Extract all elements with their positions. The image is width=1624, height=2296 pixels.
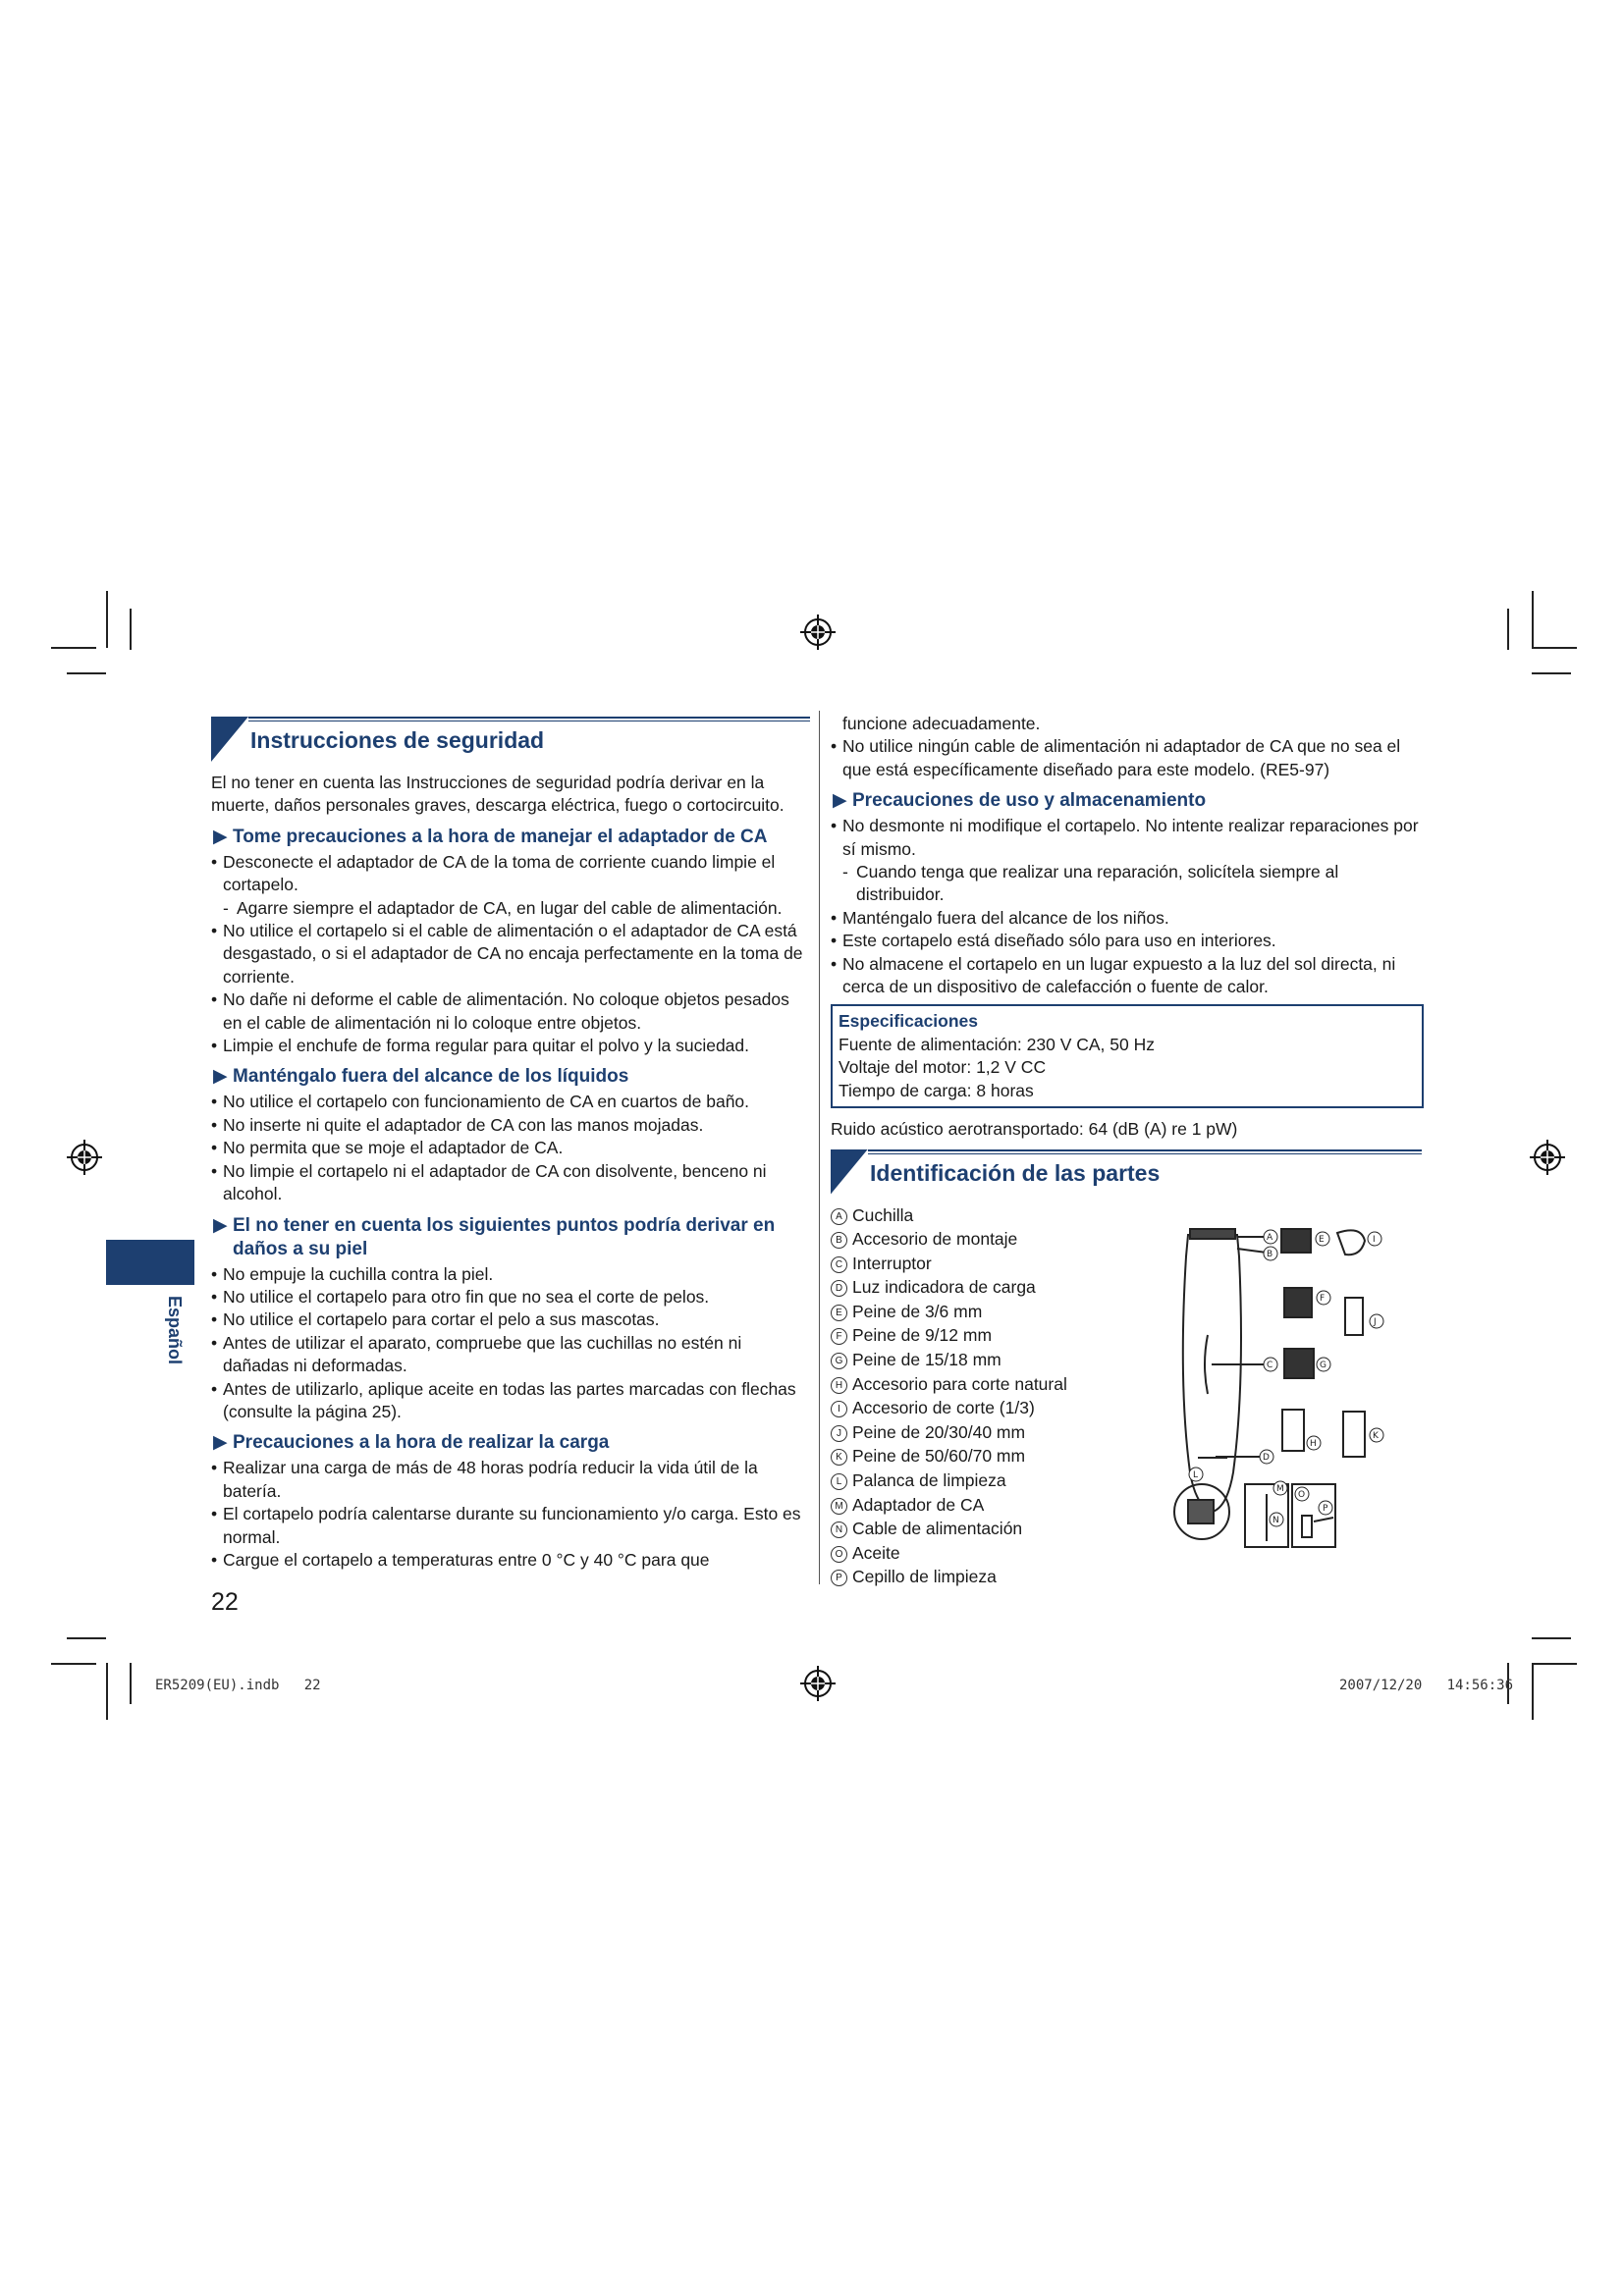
part-item: F Peine de 9/12 mm	[831, 1324, 1164, 1349]
bullet-item: • No limpie el cortapelo ni el adaptador de CA con disolvente, benceno ni alcohol.	[211, 1160, 810, 1206]
registration-mark-icon	[800, 1666, 836, 1701]
part-item: C Interruptor	[831, 1253, 1164, 1277]
use-storage-heading: ▶ Precauciones de uso y almacenamiento	[833, 790, 1207, 812]
bullet-item: • No inserte ni quite el adaptador de CA con las manos mojadas.	[211, 1114, 810, 1137]
part-item: O Aceite	[831, 1542, 1164, 1567]
arrow-icon: ▶	[833, 790, 847, 812]
part-letter-badge: O	[831, 1546, 847, 1563]
arrow-icon: ▶	[213, 826, 228, 847]
section-heading: ▶ Tome precauciones a la hora de manejar el adaptador de CA	[213, 826, 768, 847]
safety-title: Instrucciones de seguridad	[250, 727, 545, 753]
crop-mark	[67, 1637, 106, 1639]
crop-mark	[1532, 672, 1571, 674]
crop-mark	[1507, 609, 1509, 650]
specifications-title: Especificaciones	[839, 1011, 979, 1032]
use-storage-list	[831, 815, 1422, 998]
bullet-item: • Este cortapelo está diseñado sólo para uso en interiores.	[831, 930, 1422, 952]
parts-diagram-icon	[1168, 1227, 1424, 1551]
bullet-item: • No empuje la cuchilla contra la piel.	[211, 1263, 810, 1286]
crop-mark	[130, 1663, 132, 1704]
section-list	[211, 1091, 810, 1205]
arrow-icon: ▶	[213, 1066, 228, 1088]
section-heading: ▶ Precauciones a la hora de realizar la carga	[213, 1432, 610, 1454]
bullet-item: • No dañe ni deforme el cable de alimentación. No coloque objetos pesados en el cable de alimentación ni lo coloque entre objetos.	[211, 988, 810, 1035]
part-item: G Peine de 15/18 mm	[831, 1349, 1164, 1373]
section-list	[211, 851, 810, 1058]
part-letter-badge: P	[831, 1570, 847, 1586]
part-item: B Accesorio de montaje	[831, 1228, 1164, 1253]
part-item: M Adaptador de CA	[831, 1494, 1164, 1519]
bullet-item: • Desconecte el adaptador de CA de la toma de corriente cuando limpie el cortapelo.	[211, 851, 810, 897]
section-heading: ▶ El no tener en cuenta los siguientes puntos podría derivar en daños a su piel	[213, 1214, 776, 1259]
safety-sections	[211, 826, 810, 1573]
svg-text:I: I	[1373, 1235, 1376, 1245]
spec-line: Voltaje del motor: 1,2 V CC	[839, 1057, 1047, 1078]
parts-header	[831, 1148, 1422, 1197]
specifications-lines	[839, 1034, 1416, 1102]
part-item: A Cuchilla	[831, 1204, 1164, 1229]
svg-text:F: F	[1320, 1294, 1326, 1304]
dash-item: - Agarre siempre el adaptador de CA, en lugar del cable de alimentación.	[223, 897, 783, 918]
svg-text:P: P	[1323, 1504, 1328, 1514]
dash-item: - Cuando tenga que realizar una reparación, solicítela siempre al distribuidor.	[842, 862, 1339, 905]
crop-mark	[1532, 647, 1577, 649]
svg-text:H: H	[1310, 1439, 1317, 1449]
spec-line: Fuente de alimentación: 230 V CA, 50 Hz	[839, 1034, 1155, 1054]
header-triangle-icon	[831, 1149, 868, 1195]
part-letter-badge: D	[831, 1280, 847, 1297]
continuation-list	[831, 735, 1422, 781]
crop-mark	[1532, 1637, 1571, 1639]
section-heading: ▶ Manténgalo fuera del alcance de los líquidos	[213, 1066, 629, 1088]
header-triangle-icon	[211, 717, 248, 762]
crop-mark	[1532, 1663, 1534, 1720]
svg-text:J: J	[1374, 1317, 1377, 1327]
svg-text:A: A	[1267, 1233, 1273, 1243]
crop-mark	[106, 1663, 108, 1720]
bullet-item: • El cortapelo podría calentarse durante su funcionamiento y/o carga. Esto es normal.	[211, 1503, 810, 1549]
part-letter-badge: K	[831, 1449, 847, 1466]
arrow-icon: ▶	[213, 1214, 228, 1236]
part-letter-badge: E	[831, 1305, 847, 1321]
part-item: L Palanca de limpieza	[831, 1469, 1164, 1494]
crop-mark	[106, 591, 108, 648]
parts-title: Identificación de las partes	[870, 1159, 1161, 1186]
continuation-text: funcione adecuadamente.	[842, 714, 1041, 733]
specifications-box	[831, 1004, 1424, 1108]
registration-mark-icon	[1530, 1140, 1565, 1175]
bullet-item: • Realizar una carga de más de 48 horas podría reducir la vida útil de la batería.	[211, 1457, 810, 1503]
part-item: K Peine de 50/60/70 mm	[831, 1445, 1164, 1469]
bullet-item: • No permita que se moje el adaptador de CA.	[211, 1137, 810, 1159]
part-letter-badge: G	[831, 1353, 847, 1369]
spec-line: Tiempo de carga: 8 horas	[839, 1080, 1034, 1100]
bullet-item: • No desmonte ni modifique el cortapelo. No intente realizar reparaciones por sí mismo.	[831, 815, 1422, 861]
svg-text:C: C	[1267, 1361, 1273, 1370]
part-letter-badge: H	[831, 1377, 847, 1394]
column-divider	[819, 711, 820, 1584]
crop-mark	[51, 1663, 96, 1665]
language-tab	[106, 1240, 194, 1285]
part-item: J Peine de 20/30/40 mm	[831, 1421, 1164, 1446]
bullet-item: • Limpie el enchufe de forma regular para quitar el polvo y la suciedad.	[211, 1035, 810, 1057]
bullet-item: • Antes de utilizar el aparato, compruebe que las cuchillas no estén ni dañadas ni deformadas.	[211, 1332, 810, 1378]
part-letter-badge: M	[831, 1498, 847, 1515]
crop-mark	[130, 609, 132, 650]
bullet-item: • No utilice el cortapelo si el cable de alimentación o el adaptador de CA está desgastado, o si el adaptador de CA no encaja perfectamente en la toma de corriente.	[211, 920, 810, 988]
part-letter-badge: L	[831, 1473, 847, 1490]
registration-mark-icon	[800, 614, 836, 650]
bullet-item: • Antes de utilizarlo, aplique aceite en todas las partes marcadas con flechas (consulte la página 25).	[211, 1378, 810, 1424]
crop-mark	[67, 672, 106, 674]
bullet-item: • No utilice el cortapelo para otro fin que no sea el corte de pelos.	[211, 1286, 810, 1308]
arrow-icon: ▶	[213, 1432, 228, 1454]
svg-text:B: B	[1267, 1250, 1273, 1259]
svg-text:M: M	[1276, 1484, 1284, 1494]
part-item: E Peine de 3/6 mm	[831, 1301, 1164, 1325]
page-number: 22	[211, 1588, 239, 1616]
safety-intro: El no tener en cuenta las Instrucciones de seguridad podría derivar en la muerte, daños personales graves, descarga eléctrica, fuego o cortocircuito.	[211, 773, 785, 816]
part-letter-badge: N	[831, 1522, 847, 1538]
svg-text:N: N	[1272, 1516, 1279, 1525]
bullet-item: • Manténgalo fuera del alcance de los niños.	[831, 907, 1422, 930]
part-item: I Accesorio de corte (1/3)	[831, 1397, 1164, 1421]
bullet-item: • No utilice ningún cable de alimentación ni adaptador de CA que no sea el que está específicamente diseñado para este modelo. (RE5-97)	[831, 735, 1422, 781]
part-item: D Luz indicadora de carga	[831, 1276, 1164, 1301]
part-letter-badge: C	[831, 1256, 847, 1273]
parts-list	[831, 1204, 1164, 1591]
part-item: N Cable de alimentación	[831, 1518, 1164, 1542]
part-letter-badge: F	[831, 1328, 847, 1345]
section-list	[211, 1263, 810, 1424]
part-letter-badge: A	[831, 1208, 847, 1225]
registration-mark-icon	[67, 1140, 102, 1175]
part-item: H Accesorio para corte natural	[831, 1373, 1164, 1398]
svg-text:O: O	[1298, 1490, 1306, 1500]
left-column	[211, 713, 810, 1572]
svg-text:L: L	[1193, 1470, 1199, 1480]
part-letter-badge: B	[831, 1232, 847, 1249]
bullet-item: • Cargue el cortapelo a temperaturas entre 0 °C y 40 °C para que	[211, 1549, 810, 1572]
safety-header	[211, 715, 810, 764]
crop-mark	[1532, 591, 1534, 648]
section-list	[211, 1457, 810, 1572]
bullet-item: • No utilice el cortapelo con funcionamiento de CA en cuartos de baño.	[211, 1091, 810, 1113]
language-label: Español	[165, 1296, 185, 1365]
bullet-item: • No almacene el cortapelo en un lugar expuesto a la luz del sol directa, ni cerca de un dispositivo de calefacción o fuente de calor.	[831, 953, 1422, 999]
bullet-item: • No utilice el cortapelo para cortar el pelo a sus mascotas.	[211, 1308, 810, 1331]
part-item: P Cepillo de limpieza	[831, 1566, 1164, 1590]
noise-spec: Ruido acústico aerotransportado: 64 (dB (A) re 1 pW)	[831, 1119, 1238, 1140]
part-letter-badge: J	[831, 1425, 847, 1442]
footer-timestamp: 2007/12/20 14:56:36	[1339, 1678, 1514, 1693]
svg-text:E: E	[1319, 1235, 1325, 1245]
svg-text:G: G	[1320, 1361, 1326, 1370]
svg-text:D: D	[1263, 1453, 1270, 1463]
footer-file: ER5209(EU).indb 22	[155, 1678, 321, 1693]
crop-mark	[51, 647, 96, 649]
svg-text:K: K	[1373, 1431, 1379, 1441]
crop-mark	[1532, 1663, 1577, 1665]
part-letter-badge: I	[831, 1401, 847, 1417]
